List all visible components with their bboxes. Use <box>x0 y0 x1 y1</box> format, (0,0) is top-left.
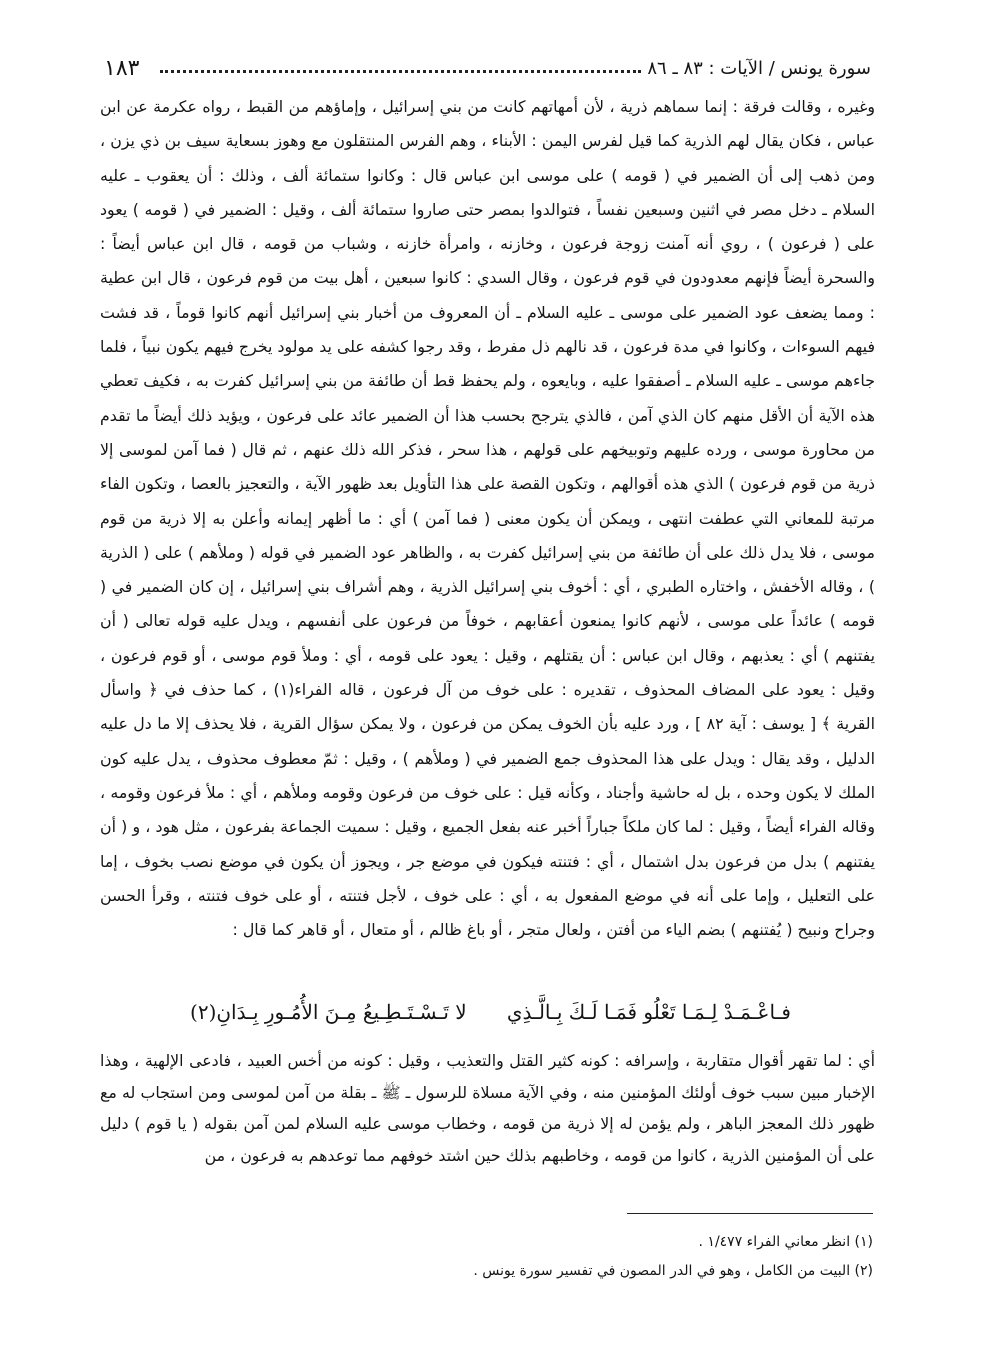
verse-second-hemistich: لا تَـسْـتَـطِـيعُ مِـنَ الأُمُـورِ بِـدَانِ(٢) <box>190 1000 467 1024</box>
header-dotted-leader <box>160 70 641 73</box>
running-title: سورة يونس / الآيات : ٨٣ ـ ٨٦ <box>647 58 871 79</box>
commentary-paragraph-continued: أي : لما تقهر أقوال متقاربة ، وإسرافه : كونه كثير القتل والتعذيب ، وقيل : كونه من أخس العبيد ، فادعى الإلهية ، وهذا الإخبار مبين سبب خوف أولئك المؤمنين منه ، وفي الآية مسلاة للرسول ـ ﷺ ـ بقلة من آمن لموسى ومن استجاب له مع ظهور ذلك المعجز الباهر ، ولم يؤمن له إلا ذرية من قومه ، وخطاب موسى عليه السلام لمن آمن بقوله ( يا قوم ) دليل على أن المؤمنين الذرية ، كانوا من قومه ، وخاطبهم بذلك حين اشتد خوفهم مما توعدهم به فرعون ، من <box>100 1051 875 1165</box>
footnote-separator <box>627 1213 873 1214</box>
poetry-verse <box>190 1000 791 1036</box>
main-text <box>100 90 875 947</box>
verse-first-hemistich: فـاعْـمَـدْ لِـمَـا تَعْلُو فَمَـا لَـكَ بِـالَّـذِي <box>506 1000 791 1024</box>
page-number: ١٨٣ <box>104 56 140 81</box>
page-header <box>104 56 871 88</box>
footnote-2: (٢) البيت من الكامل ، وهو في الدر المصون في تفسير سورة يونس . <box>473 1263 873 1279</box>
footnotes <box>300 1228 873 1286</box>
main-text-continued <box>100 1045 875 1171</box>
commentary-paragraph: وغيره ، وقالت فرقة : إنما سماهم ذرية ، لأن أمهاتهم كانت من بني إسرائيل ، وإماؤهم من القبط ، رواه عكرمة عن ابن عباس ، فكان يقال لهم الذرية كما قيل لفرس اليمن : الأبناء ، وهم الفرس المنتقلون مع وهوز بسعاية سيف بن ذي يزن ، ومن ذهب إلى أن الضمير في ( قومه ) على موسى ابن عباس قال : وكانوا ستمائة ألف ، وذلك : أن يعقوب ـ عليه السلام ـ دخل مصر في اثنين وسبعين نفساً ، فتوالدوا بمصر حتى صاروا ستمائة ألف ، وقيل : الضمير في ( قومه ) يعود على ( فرعون ) ، روي أنه آمنت زوجة فرعون ، وخازنه ، وامرأة خازنه ، وشباب من قومه ، قال ابن عباس أيضاً : والسحرة أيضاً فإنهم معدودون في قوم فرعون ، وقال السدي : كانوا سبعين ، أهل بيت من قوم فرعون ، قال ابن عطية : ومما يضعف عود الضمير على موسى ـ عليه السلام ـ أن المعروف من أخبار بني إسرائيل أنهم كانوا قوماً ، قد فشت فيهم السوءات ، وكانوا في مدة فرعون ، قد نالهم ذل مفرط ، وقد رجوا كشفه على يد مولود يخرج فيهم يكون نبياً ، فلما جاءهم موسى ـ عليه السلام ـ أصفقوا عليه ، وبايعوه ، ولم يحفظ قط أن طائفة من بني إسرائيل كفرت به ، فكيف تعطي هذه الآية أن الأقل منهم كان الذي آمن ، فالذي يترجح بحسب هذا أن الضمير عائد على فرعون ، ويؤيد ذلك أيضاً ما تقدم من محاورة موسى ، ورده عليهم وتوبيخهم على قولهم ، هذا سحر ، فذكر الله ذلك عنهم ، ثم قال ( فما آمن لموسى إلا ذرية من قوم فرعون ) الذي هذه أقوالهم ، وتكون القصة على هذا التأويل بعد ظهور الآية ، والتعجيز بالعصا ، وتكون الفاء مرتبة للمعاني التي عطفت انتهى ، ويمكن أن يكون معنى ( فما آمن ) أي : ما أظهر إيمانه وأعلن به إلا ذرية من قوم موسى ، فلا يدل ذلك على أن طائفة من بني إسرائيل كفرت به ، والظاهر عود الضمير في قوله ( وملأهم ) على ( الذرية ) ، وقاله الأخفش ، واختاره الطبري ، أي : أخوف بني إسرائيل الذرية ، وهم أشراف بني إسرائيل ، إن كان الضمير في ( قومه ) عائداً على موسى ، لأنهم كانوا يمنعون أعقابهم ، خوفاً من فرعون على أنفسهم ، ويدل عليه قوله تعالى ( أن يفتنهم ) أي : يعذبهم ، وقال ابن عباس : أن يقتلهم ، وقيل : يعود على قومه ، أي : وملأ قوم موسى ، أو قوم فرعون ، وقيل : يعود على المضاف المحذوف ، تقديره : على خوف من آل فرعون ، قاله الفراء(١) ، كما حذف في ﴿ واسأل القرية ﴾ [ يوسف : آية ٨٢ ] ، ورد عليه بأن الخوف يمكن من فرعون ، ولا يمكن سؤال القرية ، فلا يحذف إلا ما دل عليه الدليل ، وقد يقال : ويدل على هذا المحذوف جمع الضمير في ( وملأهم ) ، وقيل : ثمّ معطوف محذوف ، يدل عليه كون الملك لا يكون وحده ، بل له حاشية وأجناد ، وكأنه قيل : على خوف من فرعون وقومه وملأهم ، أي : ملأ فرعون وقومه ، وقاله الفراء أيضاً ، وقيل : لما كان ملكاً جباراً أخبر عنه بفعل الجميع ، وقيل : سميت الجماعة بفرعون ، مثل هود ، و ( أن يفتنهم ) بدل من فرعون بدل اشتمال ، أي : فتنته فيكون في موضع جر ، ويجوز أن يكون في موضع نصب بخوف ، إما على التعليل ، وإما على أنه في موضع المفعول به ، أي : على خوف ، لأجل فتنته ، أو على خوف فتنته ، وقرأ الحسن وجراح ونبيح ( يُفتنهم ) بضم الياء من أفتن ، ولعال متجر ، أو باغ ظالم ، أو متعال ، أو قاهر كما قال : <box>100 97 876 940</box>
footnote-1: (١) انظر معاني الفراء ١/٤٧٧ . <box>698 1234 873 1250</box>
